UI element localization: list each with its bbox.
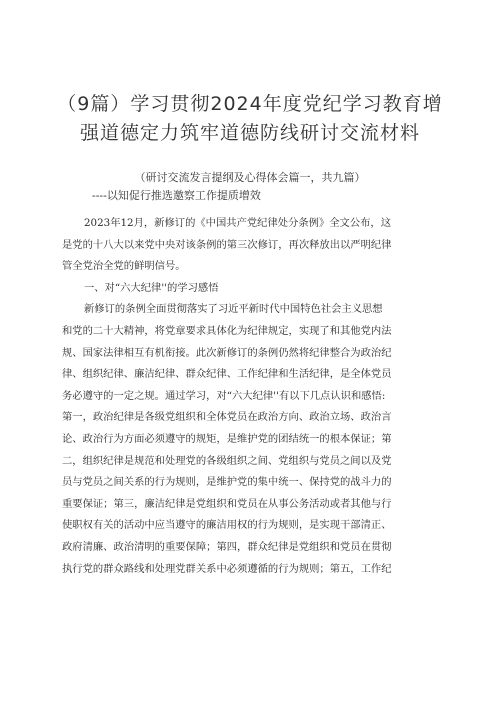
body-line: 政府清廉、政治清明的重要保障；第四，群众纪律是党组织和党员在贯彻 (62, 540, 392, 553)
body-line: 员与党员之间关系的行为规则，是维护党的集中统一、保持党的战斗力的 (62, 476, 392, 489)
body-line: 管全党治全党的鲜明信号。 (62, 260, 186, 273)
body-line: 2023年12月，新修订的《中国共产党纪律处分条例》全文公布，这 (84, 217, 392, 229)
document-subtitle: （研讨交流发言提纲及心得体会篇一，共九篇） (134, 171, 366, 184)
title-line-1: （9篇）学习贯彻2024年度党纪学习教育增 (57, 93, 443, 115)
document-subtitle-2: ----以知促行推选邀察工作提质增效 (92, 189, 261, 202)
section-heading: 一、对“六大纪律''的学习感悟 (84, 281, 219, 294)
title-line-2: 强道德定力筑牢道德防线研讨交流材料 (79, 122, 420, 144)
body-line: 新修订的条例全面贯彻落实了习近平新时代中国特色社会主义思想 (84, 303, 383, 316)
body-line: 重要保证；第三，廉洁纪律是党组织和党员在从事公务活动或者其他与行 (62, 497, 392, 510)
body-line: 律、组织纪律、廉洁纪律、群众纪律、工作纪律和生活纪律，是全体党员 (62, 368, 392, 381)
body-line: 和党的二十大精神，将党章要求具体化为纪律规定，实现了和其他党内法 (62, 324, 392, 337)
document-body (62, 213, 442, 580)
document-title (40, 90, 460, 148)
body-line: 务必遵守的一定之规。通过学习，对“六大纪律''有以下几点认识和感悟: (62, 389, 386, 402)
body-line: 二，组织纪律是规范和处理党的各级组织之间、党组织与党员之间以及党 (62, 454, 392, 467)
body-line: 执行党的群众路线和处理党群关系中必须遵循的行为规则；第五，工作纪 (62, 562, 392, 575)
body-line: 使职权有关的活动中应当遵守的廉洁用权的行为规则，是实现干部清正、 (62, 519, 392, 532)
body-line: 论、政治行为方面必须遵守的规矩，是维护党的团结统一的根本保证；第 (62, 432, 392, 445)
body-line: 规、国家法律相互有机衔接。此次新修订的条例仍然将纪律整合为政治纪 (62, 346, 392, 359)
body-line: 是党的十八大以来党中央对该条例的第三次修订，再次释放出以严明纪律 (62, 238, 392, 251)
body-line: 第一，政治纪律是各级党组织和全体党员在政治方向、政治立场、政治言 (62, 411, 392, 424)
